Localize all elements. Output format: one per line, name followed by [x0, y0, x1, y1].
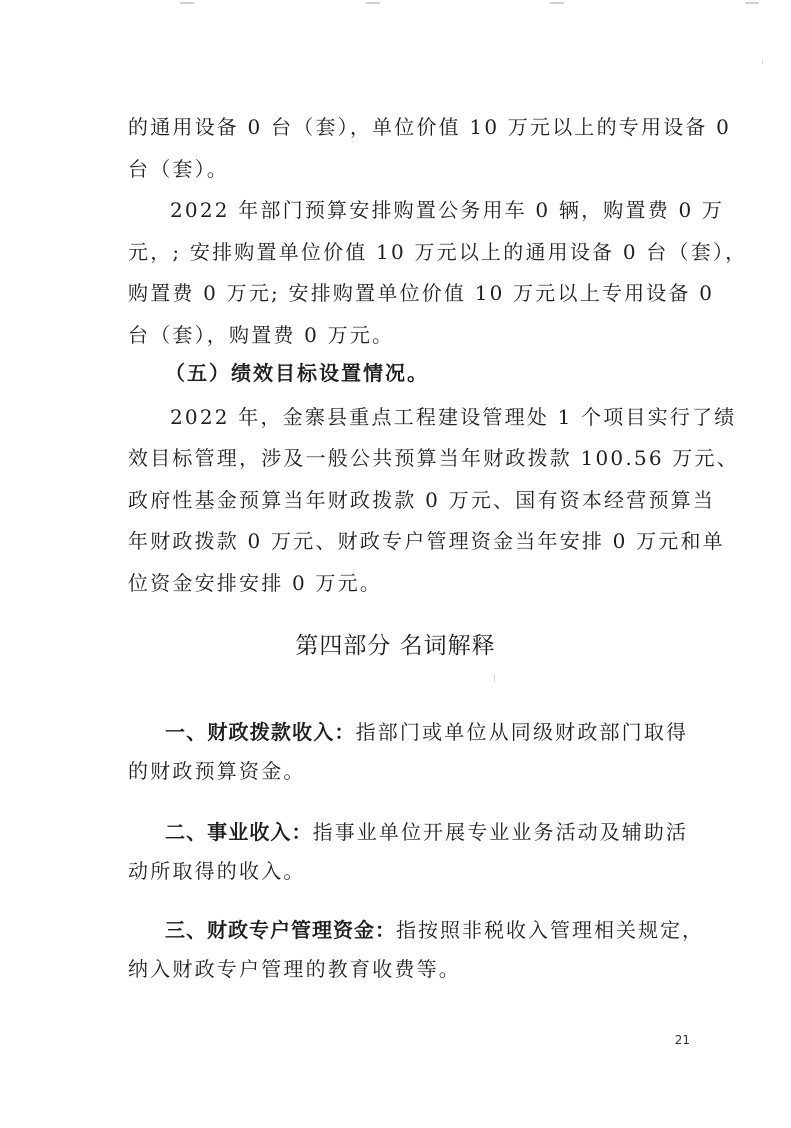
section-title: 第四部分 名词解释 [295, 633, 496, 659]
paragraph-budget-line-1: 2022 年部门预算安排购置公务用车 0 辆，购置费 0 万 [170, 198, 725, 222]
scan-speck [762, 60, 763, 64]
paragraph-equipment-line-1: 的通用设备 0 台（套），单位价值 10 万元以上的专用设备 0 [128, 115, 732, 139]
scan-speck [745, 2, 759, 4]
paragraph-performance-line-5: 位资金安排安排 0 万元。 [128, 571, 383, 595]
definition-2-line-1 [165, 820, 688, 844]
definition-3-text: 指按照非税收入管理相关规定， [396, 918, 704, 942]
subheading-performance-goals: （五）绩效目标设置情况。 [165, 361, 429, 385]
paragraph-budget-line-3: 购置费 0 万元; 安排购置单位价值 10 万元以上专用设备 0 [128, 281, 715, 305]
paragraph-performance-line-1: 2022 年，金寨县重点工程建设管理处 1 个项目实行了绩 [170, 405, 737, 429]
scan-speck [550, 2, 564, 4]
definition-1-line-2: 的财政预算资金。 [128, 759, 306, 783]
scan-speck [180, 2, 194, 4]
definition-1-text: 指部门或单位从同级财政部门取得 [355, 720, 689, 744]
definition-3-term: 三、财政专户管理资金： [165, 918, 396, 942]
definition-2-line-2: 动所取得的收入。 [128, 859, 306, 883]
definition-3-line-2: 纳入财政专户管理的教育收费等。 [128, 957, 461, 981]
definition-1-line-1 [165, 720, 688, 744]
scan-speck [494, 674, 495, 682]
paragraph-equipment-line-2: 台（套）。 [128, 157, 229, 181]
paragraph-budget-line-4: 台（套），购置费 0 万元。 [128, 323, 395, 347]
definition-2-text: 指事业单位开展专业业务活动及辅助活 [312, 820, 689, 844]
paragraph-performance-line-4: 年财政拨款 0 万元、财政专户管理资金当年安排 0 万元和单 [128, 529, 725, 553]
page-number: 21 [674, 1033, 690, 1047]
scan-speck [366, 2, 380, 4]
paragraph-performance-line-2: 效目标管理，涉及一般公共预算当年财政拨款 100.56 万元、 [128, 446, 739, 470]
definition-1-term: 一、财政拨款收入： [165, 720, 356, 744]
paragraph-budget-line-2: 元，; 安排购置单位价值 10 万元以上的通用设备 0 台（套）， [128, 240, 748, 264]
definition-3-line-1 [165, 918, 704, 942]
paragraph-performance-line-3: 政府性基金预算当年财政拨款 0 万元、国有资本经营预算当 [128, 488, 716, 512]
definition-2-term: 二、事业收入： [165, 820, 313, 844]
